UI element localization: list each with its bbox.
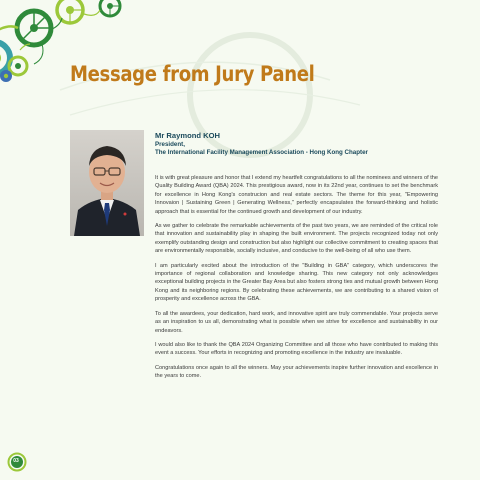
author-title: President, — [155, 140, 185, 148]
page-title: Message from Jury Panel — [70, 62, 315, 86]
paragraph: As we gather to celebrate the remarkable achievements of the past two years, we are reminded of the critical role that innovation and sustainability play in shaping the built environment. The projects recognized today not only exemplify outstanding design and construction but also highlight our collective commitment to creating spaces that are environmentally responsible, socially inclusive, and conducive to the well-being of all who use them. — [155, 223, 438, 255]
page-number: 03 — [13, 458, 19, 464]
author-header — [155, 131, 445, 158]
author-organization: The International Facility Management Association - Hong Kong Chapter — [155, 149, 368, 157]
paragraph: It is with great pleasure and honor that I extend my heartfelt congratulations to all the nominees and winners of the Quality Building Award (QBA) 2024. This prestigious award, now in its 22nd year, continues to set the benchmark for excellence in Hong Kong's construcion and real estate sectors. The theme for this year, "Empowering Innovaion | Sustaining Green | Generating Wellness," perfectly encapsulates the forward-thinking and holistic approach that is essential for the continued growth and development of our industry. — [155, 175, 438, 215]
author-name: Mr Raymond KOH — [155, 131, 220, 140]
portrait-photo — [70, 130, 144, 236]
paragraph: To all the awardees, your dedication, hard work, and innovative spirit are truly commendable. Your projects serve as an inspiration to us all, demonstrating what is possible when we strive for excellence and sustainability in our endeavors. — [155, 310, 438, 334]
paragraph: Congratulations once again to all the winners. May your achievements inspire further innovation and excellence in the years to come. — [155, 364, 438, 380]
paragraph: I am particularly excited about the introduction of the "Building in GBA" category, which underscores the importance of regional collaboration and knowledge sharing. This new category not only acknowledges exceptional building projects in the Greater Bay Area but also fosters strong ties and mutual growth between Hong Kong and its neighboring regions. By celebrating these achievements, we are contributing to a shared vision of prosperity and excellence across the GBA. — [155, 262, 438, 303]
paragraph: I would also like to thank the QBA 2024 Organizing Committee and all those who have contributed to making this event a success. Your efforts in recognizing and promoting excellence in the industry are invaluable. — [155, 341, 438, 357]
message-body — [155, 174, 438, 387]
